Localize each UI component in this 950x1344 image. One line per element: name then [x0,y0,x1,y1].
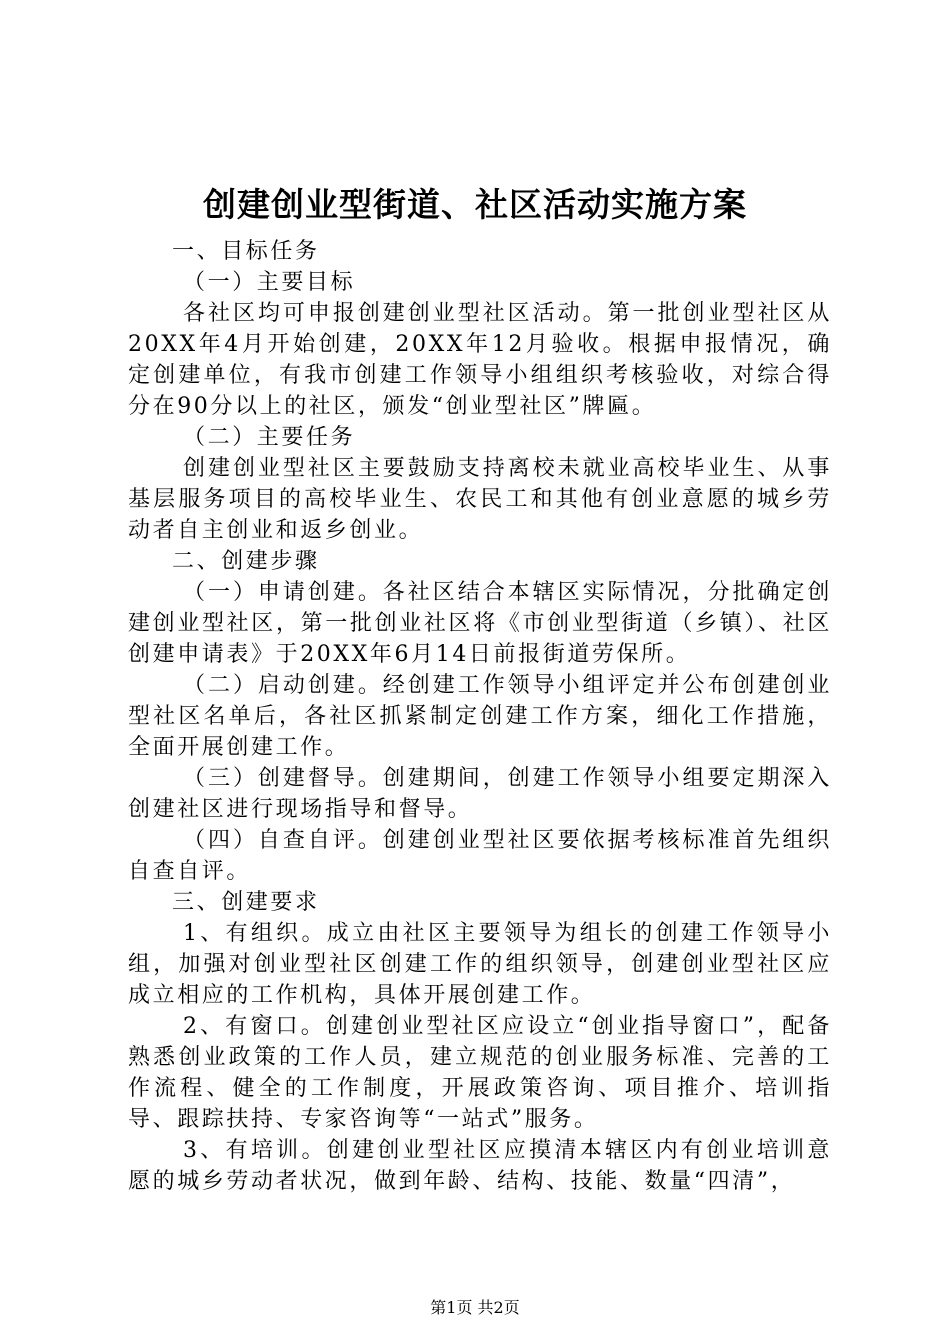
paragraph-step-self-check: （四）自查自评。创建创业型社区要依据考核标准首先组织自查自评。 [128,828,832,884]
paragraph-req-organization: 1、有组织。成立由社区主要领导为组长的创建工作领导小组，加强对创业型社区创建工作的组织领导，创建创业型社区应成立相应的工作机构，具体开展创建工作。 [128,921,832,1008]
document-title: 创建创业型街道、社区活动实施方案 [203,185,747,224]
paragraph-main-tasks: 创建创业型社区主要鼓励支持离校未就业高校毕业生、从事基层服务项目的高校毕业生、农民工和其他有创业意愿的城乡劳动者自主创业和返乡创业。 [128,456,832,543]
paragraph-step-supervise: （三）创建督导。创建期间，创建工作领导小组要定期深入创建社区进行现场指导和督导。 [128,766,832,822]
subheading-main-tasks: （二）主要任务 [183,425,356,450]
section-heading-steps: 二、创建步骤 [172,549,320,574]
paragraph-main-goals: 各社区均可申报创建创业型社区活动。第一批创业型社区从20XX年4月开始创建，20XX年12月验收。根据申报情况，确定创建单位，有我市创建工作领导小组组织考核验收，对综合得分在90分以上的社区，颁发“创业型社区”牌匾。 [128,301,832,419]
section-heading-goals: 一、目标任务 [172,239,320,264]
paragraph-req-training: 3、有培训。创建创业型社区应摸清本辖区内有创业培训意愿的城乡劳动者状况，做到年龄、结构、技能、数量“四清”， [128,1138,832,1194]
section-heading-requirements: 三、创建要求 [172,890,320,915]
subheading-main-goals: （一）主要目标 [183,270,356,295]
paragraph-req-window: 2、有窗口。创建创业型社区应设立“创业指导窗口”，配备熟悉创业政策的工作人员，建立规范的创业服务标准、完善的工作流程、健全的工作制度，开展政策咨询、项目推介、培训指导、跟踪扶持、专家咨询等“一站式”服务。 [128,1014,832,1132]
document-body [128,236,832,1197]
page-number-footer: 第1页 共2页 [430,1298,520,1317]
paragraph-step-apply: （一）申请创建。各社区结合本辖区实际情况，分批确定创建创业型社区，第一批创业社区将《市创业型街道（乡镇）、社区创建申请表》于20XX年6月14日前报街道劳保所。 [128,580,832,667]
paragraph-step-launch: （二）启动创建。经创建工作领导小组评定并公布创建创业型社区名单后，各社区抓紧制定创建工作方案，细化工作措施，全面开展创建工作。 [128,673,832,760]
